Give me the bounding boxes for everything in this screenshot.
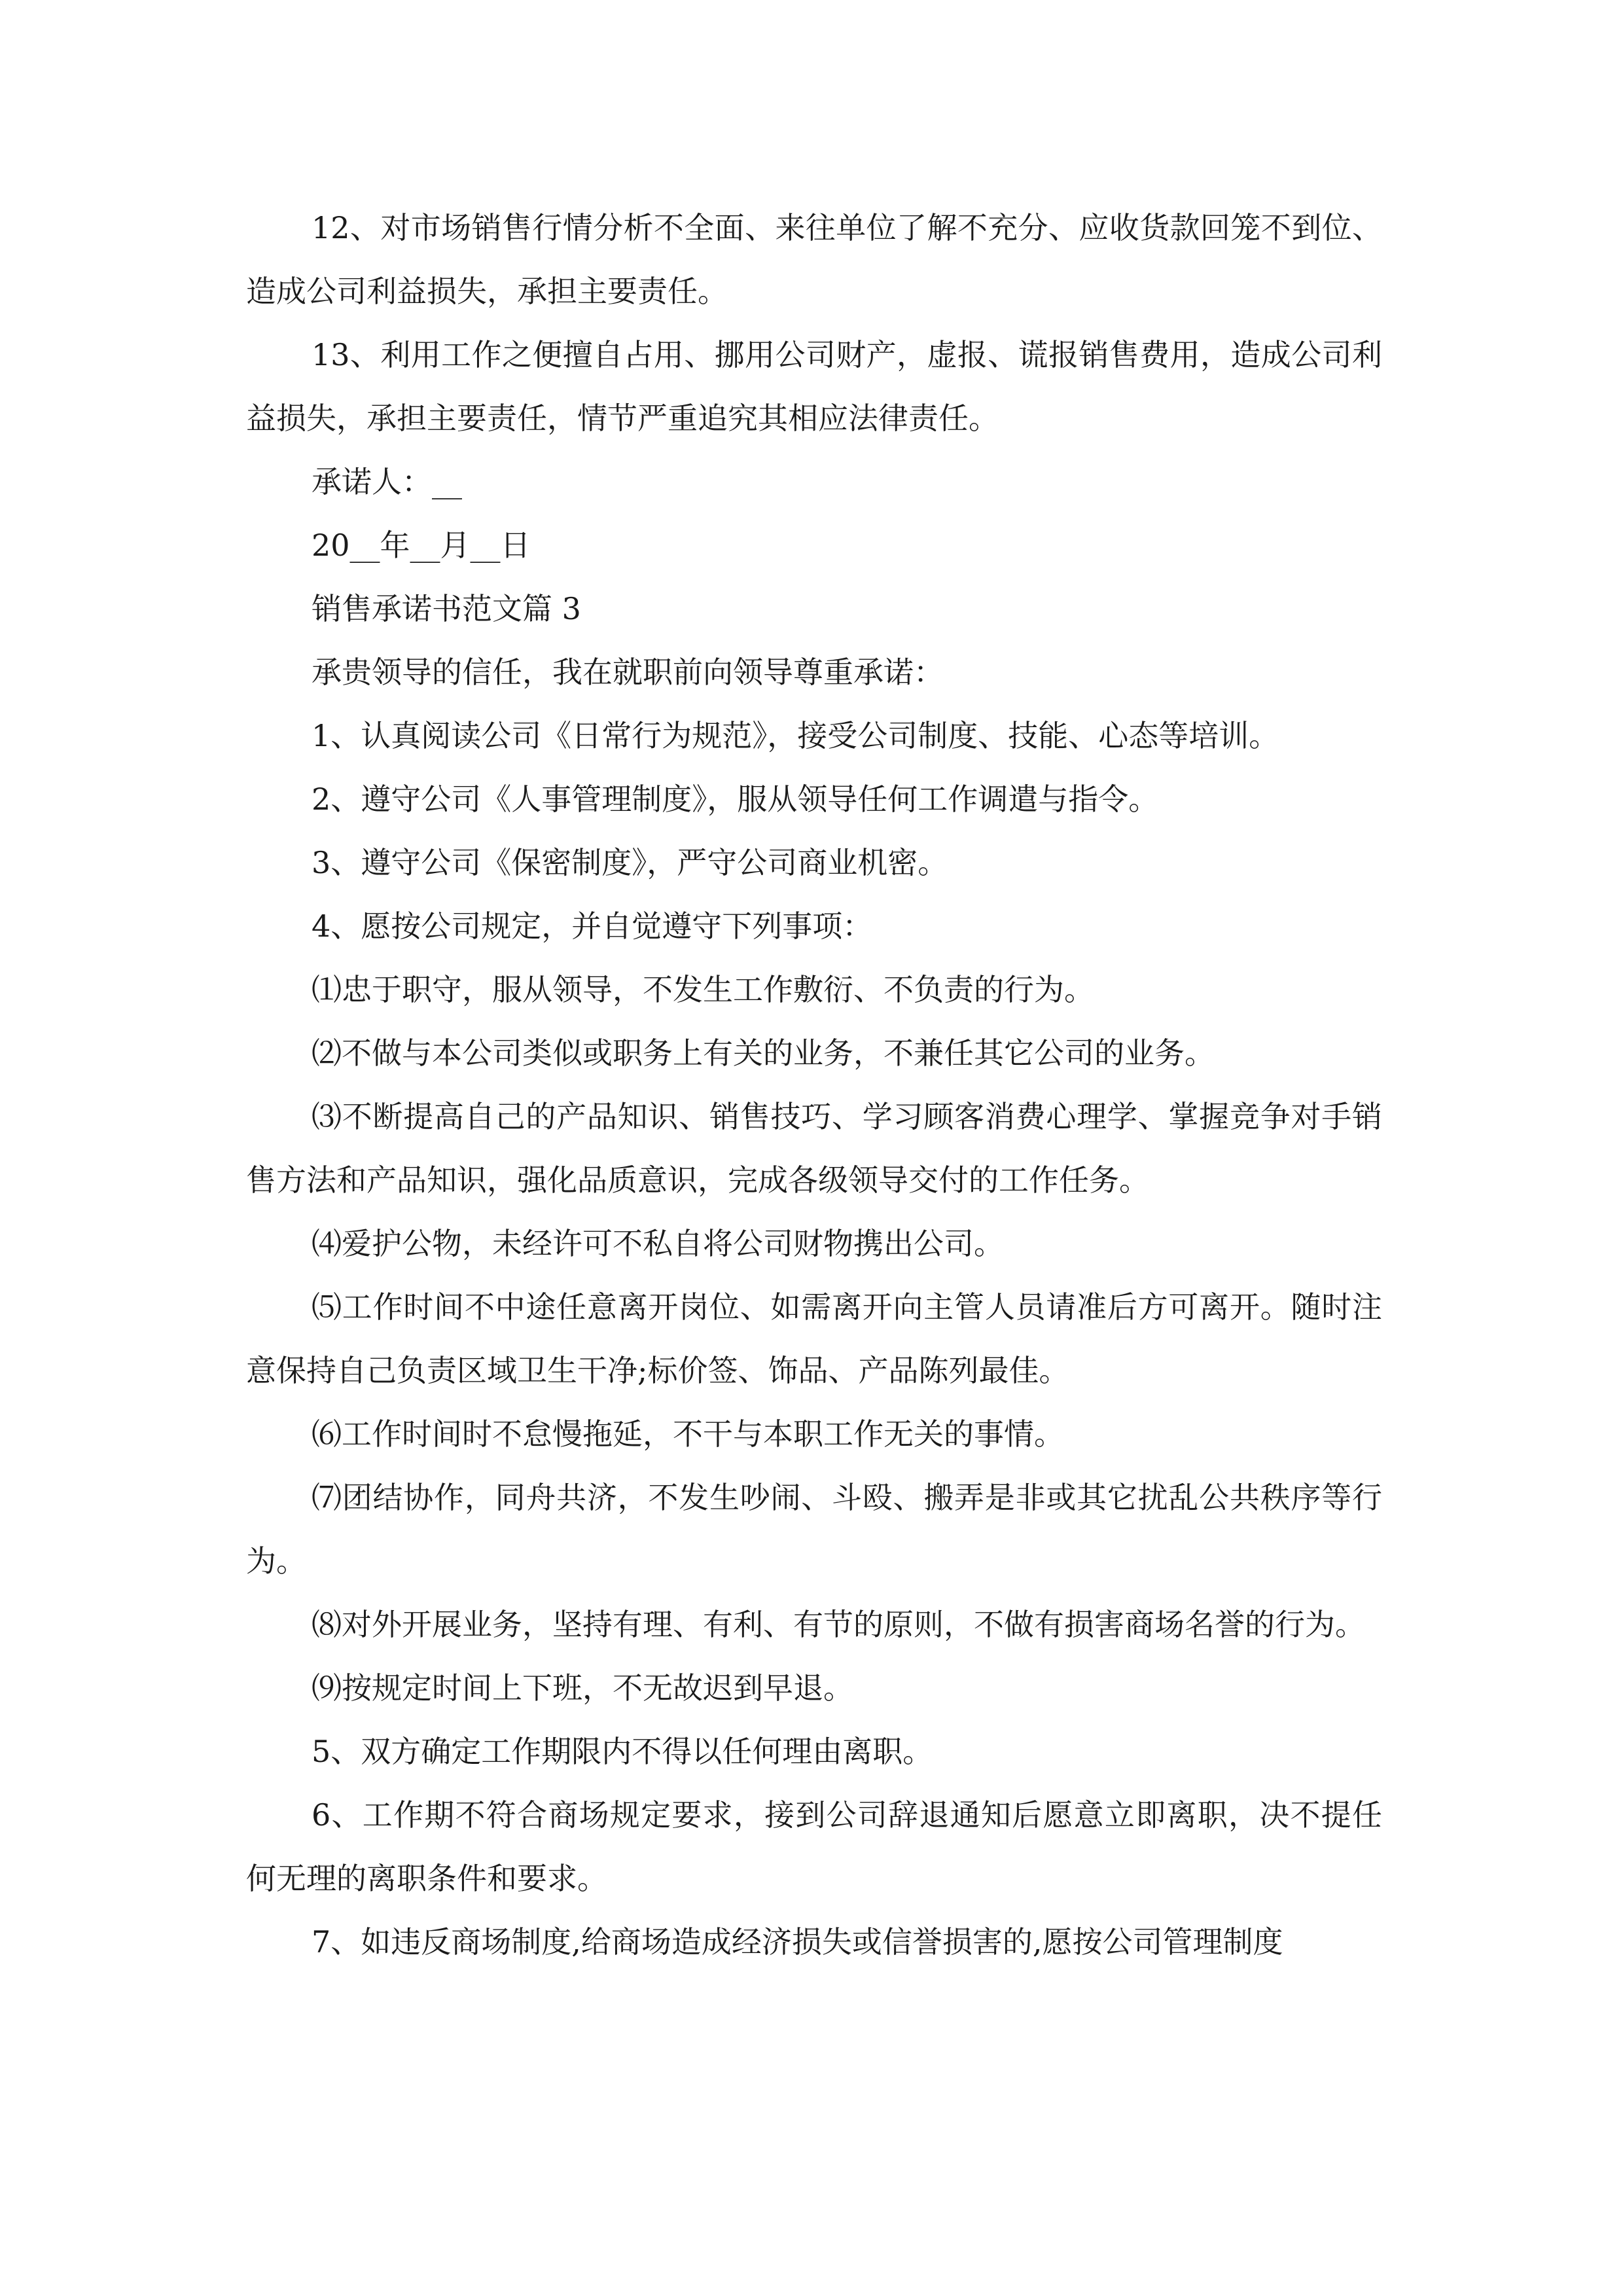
paragraph-item-13: 13、利用工作之便擅自占用、挪用公司财产，虚报、谎报销售费用，造成公司利益损失，承担主要责任，情节严重追究其相应法律责任。 [246,337,1382,436]
paragraph-item-7: 7、如违反商场制度,给商场造成经济损失或信誉损害的,愿按公司管理制度 [312,1924,1283,1960]
sub-item-8: ⑻对外开展业务，坚持有理、有利、有节的原则，不做有损害商场名誉的行为。 [312,1607,1365,1642]
sub-item-9: ⑼按规定时间上下班，不无故迟到早退。 [312,1670,853,1706]
sub-item-5: ⑸工作时间不中途任意离开岗位、如需离开向主管人员请准后方可离开。随时注意保持自己负责区域卫生干净;标价签、饰品、产品陈列最佳。 [246,1289,1382,1388]
intro-paragraph: 承贵领导的信任，我在就职前向领导尊重承诺： [312,655,944,690]
sub-item-2: ⑵不做与本公司类似或职务上有关的业务，不兼任其它公司的业务。 [312,1035,1215,1071]
sub-item-3: ⑶不断提高自己的产品知识、销售技巧、学习顾客消费心理学、掌握竞争对手销售方法和产品知识，强化品质意识，完成各级领导交付的工作任务。 [246,1099,1382,1198]
paragraph-item-2: 2、遵守公司《人事管理制度》，服从领导任何工作调遣与指令。 [312,781,1159,817]
sub-item-1: ⑴忠于职守，服从领导，不发生工作敷衍、不负责的行为。 [312,972,1094,1007]
document-body [246,196,1382,1974]
paragraph-item-6: 6、工作期不符合商场规定要求，接到公司辞退通知后愿意立即离职，决不提任何无理的离职条件和要求。 [246,1797,1382,1896]
sub-item-4: ⑷爱护公物，未经许可不私自将公司财物携出公司。 [312,1226,1004,1261]
paragraph-item-1: 1、认真阅读公司《日常行为规范》，接受公司制度、技能、心态等培训。 [312,718,1279,753]
promisor-line: 承诺人：__ [312,464,462,499]
paragraph-item-4: 4、愿按公司规定，并自觉遵守下列事项： [312,908,873,944]
paragraph-item-12: 12、对市场销售行情分析不全面、来往单位了解不充分、应收货款回笼不到位、造成公司利益损失，承担主要责任。 [246,210,1382,309]
section-title: 销售承诺书范文篇 3 [312,591,581,626]
date-line: 20__年__月__日 [312,528,531,563]
paragraph-item-5: 5、双方确定工作期限内不得以任何理由离职。 [312,1734,933,1769]
sub-item-7: ⑺团结协作，同舟共济，不发生吵闹、斗殴、搬弄是非或其它扰乱公共秩序等行为。 [246,1480,1382,1579]
paragraph-item-3: 3、遵守公司《保密制度》，严守公司商业机密。 [312,845,948,880]
sub-item-6: ⑹工作时间时不怠慢拖延，不干与本职工作无关的事情。 [312,1416,1064,1452]
